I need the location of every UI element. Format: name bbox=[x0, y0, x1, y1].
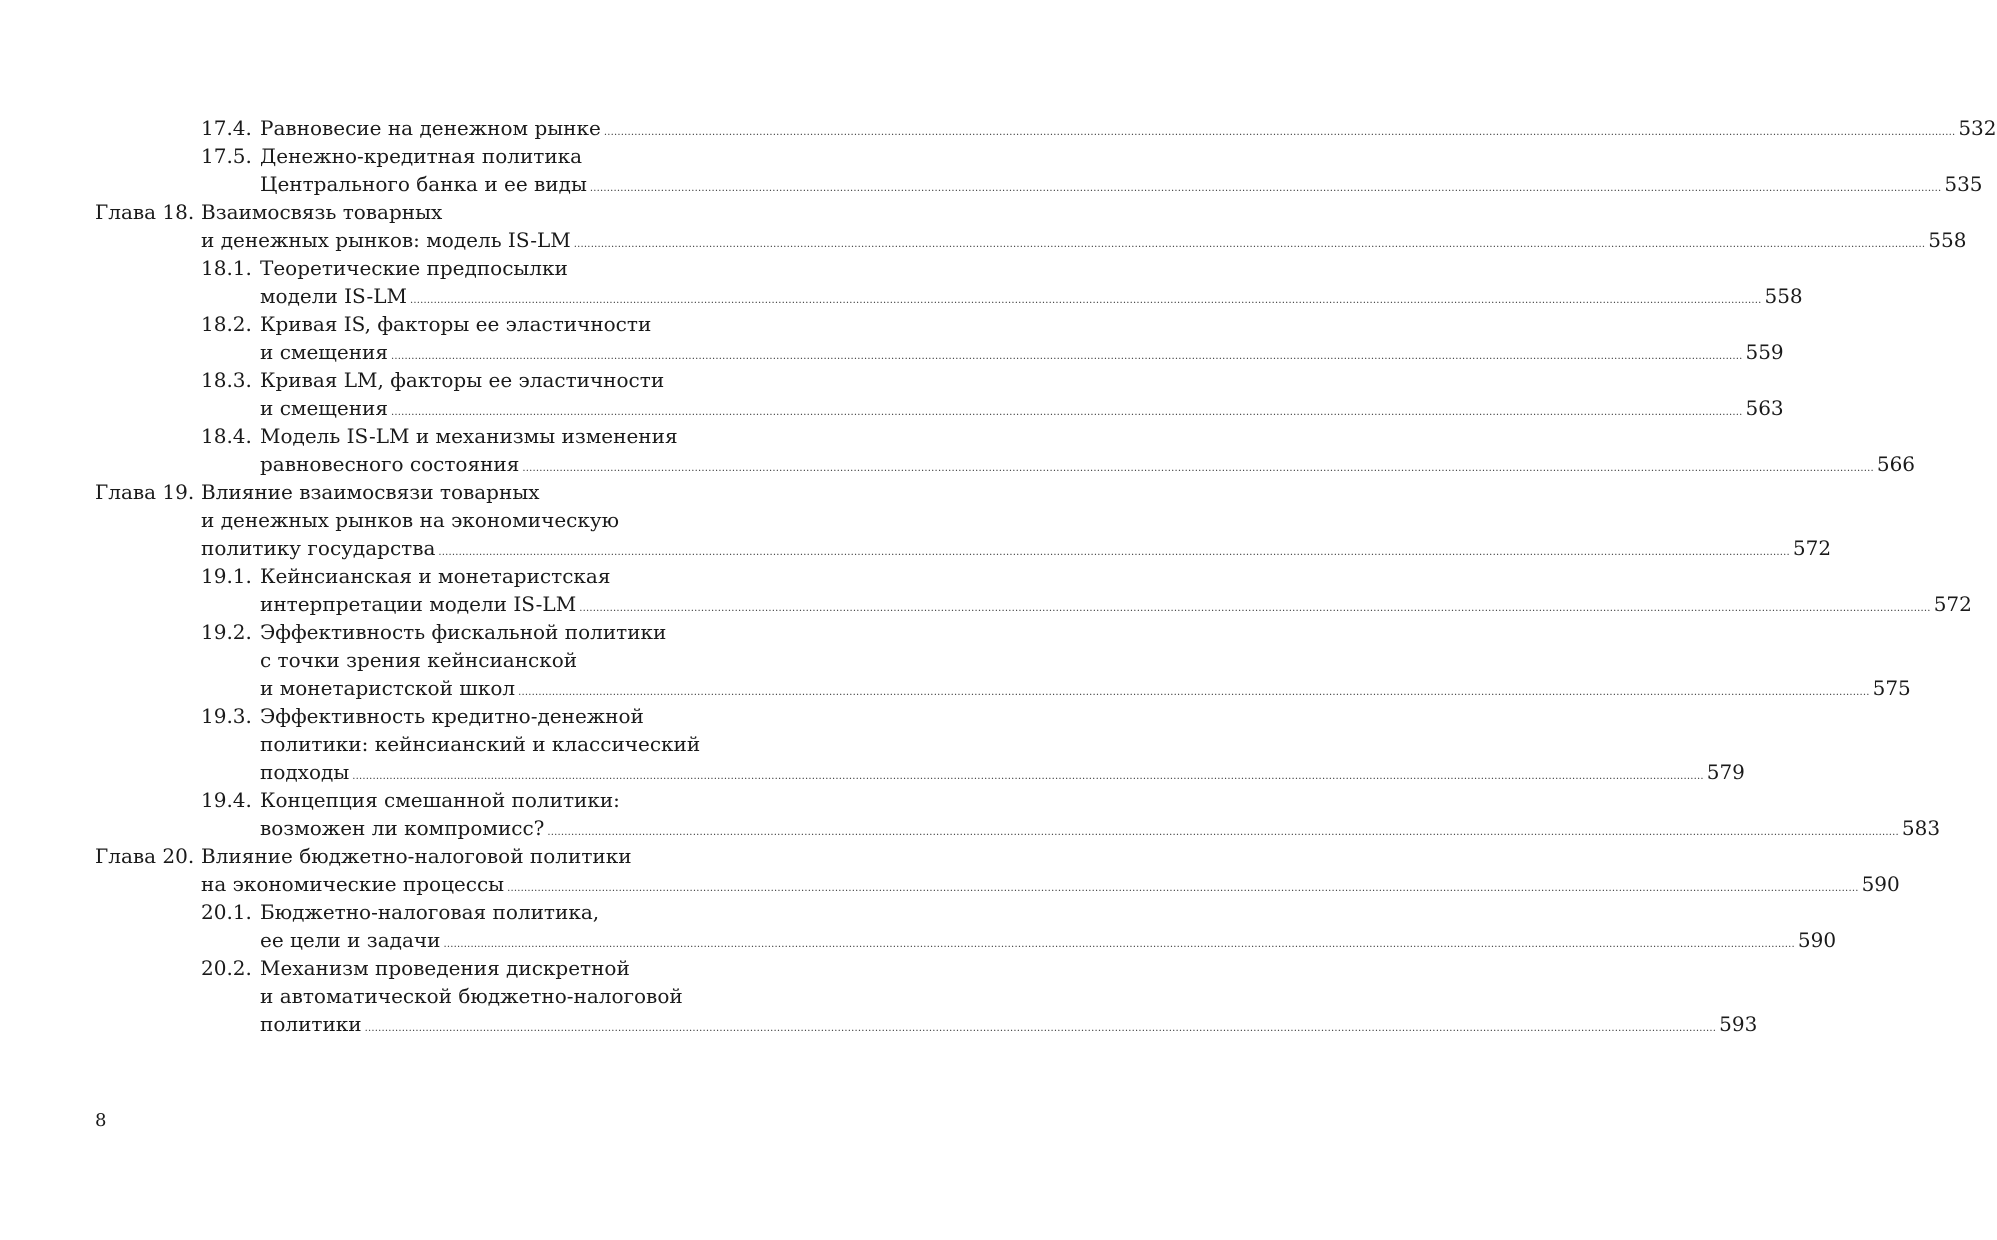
section-number: 19.3. bbox=[201, 704, 252, 728]
entry-title-line: равновесного состояния bbox=[260, 452, 520, 476]
entry-title-line: Кривая LM, факторы ее эластичности bbox=[260, 368, 665, 392]
entry-title-line: и смещения bbox=[260, 340, 388, 364]
page-reference: 558 bbox=[1928, 228, 1967, 252]
entry-title-last-line bbox=[260, 282, 1803, 310]
entry-title-last-line bbox=[201, 534, 1832, 562]
entry-title-line: политику государства bbox=[201, 536, 436, 560]
page-reference: 558 bbox=[1764, 284, 1803, 308]
page-reference: 590 bbox=[1797, 928, 1837, 952]
entry-title-line: Центрального банка и ее виды bbox=[260, 172, 587, 196]
entry-title-line: Бюджетно-налоговая политика, bbox=[260, 900, 600, 924]
entry-title-line: политики bbox=[260, 1012, 362, 1036]
toc-section-entry bbox=[0, 954, 1758, 1038]
toc-section-entry bbox=[0, 702, 1745, 786]
entry-title-line: и монетаристской школ bbox=[260, 676, 516, 700]
entry-title-line: модели IS-LM bbox=[260, 284, 407, 308]
entry-title-last-line bbox=[260, 814, 1941, 842]
entry-title-last-line bbox=[260, 114, 1997, 142]
page-reference: 583 bbox=[1901, 816, 1941, 840]
section-number: 19.1. bbox=[201, 564, 252, 588]
toc-section-entry bbox=[0, 366, 1784, 422]
entry-title-line: с точки зрения кейнсианской bbox=[260, 648, 578, 672]
toc-section-entry bbox=[0, 562, 1972, 618]
entry-title-line: и денежных рынков: модель IS-LM bbox=[201, 228, 571, 252]
page-reference: 572 bbox=[1792, 536, 1832, 560]
page-reference: 572 bbox=[1933, 592, 1972, 616]
section-number: 18.4. bbox=[201, 424, 252, 448]
entry-title-line: Равновесие на денежном рынке bbox=[260, 116, 601, 140]
entry-title-line: Денежно-кредитная политика bbox=[260, 144, 583, 168]
entry-title-line: Взаимосвязь товарных bbox=[201, 200, 443, 224]
toc-section-entry bbox=[0, 114, 1997, 142]
entry-title-last-line bbox=[201, 870, 1900, 898]
entry-title-line: Кейнсианская и монетаристская bbox=[260, 564, 611, 588]
entry-title-line: на экономические процессы bbox=[201, 872, 505, 896]
page-reference: 559 bbox=[1745, 340, 1784, 364]
entry-title-line: ее цели и задачи bbox=[260, 928, 441, 952]
entry-title-line: Теоретические предпосылки bbox=[260, 256, 568, 280]
toc-section-entry bbox=[0, 254, 1803, 310]
dot-leader: ................................................................................................................................................................................................................................................................................................................................................................................................................ bbox=[547, 827, 1899, 838]
dot-leader: ................................................................................................................................................................................................................................................................................................................................................................................................................ bbox=[391, 351, 1743, 362]
entry-title-line: политики: кейнсианский и классический bbox=[260, 732, 701, 756]
entry-title-line: и смещения bbox=[260, 396, 388, 420]
toc-section-entry bbox=[0, 618, 1911, 702]
toc-section-entry bbox=[0, 310, 1784, 366]
toc-section-entry bbox=[0, 422, 1916, 478]
entry-title-line: подходы bbox=[260, 760, 350, 784]
chapter-number: Глава 18. bbox=[95, 200, 195, 224]
dot-leader: ................................................................................................................................................................................................................................................................................................................................................................................................................ bbox=[522, 463, 1874, 474]
entry-title-line: Влияние бюджетно-налоговой политики bbox=[201, 844, 632, 868]
page-reference: 575 bbox=[1872, 676, 1911, 700]
dot-leader: ................................................................................................................................................................................................................................................................................................................................................................................................................ bbox=[443, 939, 1795, 950]
section-number: 17.5. bbox=[201, 144, 252, 168]
entry-title-last-line bbox=[260, 758, 1745, 786]
dot-leader: ................................................................................................................................................................................................................................................................................................................................................................................................................ bbox=[579, 603, 1931, 614]
entry-title-last-line bbox=[260, 1010, 1758, 1038]
dot-leader: ................................................................................................................................................................................................................................................................................................................................................................................................................ bbox=[507, 883, 1859, 894]
section-number: 17.4. bbox=[201, 116, 252, 140]
entry-title-line: Влияние взаимосвязи товарных bbox=[201, 480, 540, 504]
dot-leader: ................................................................................................................................................................................................................................................................................................................................................................................................................ bbox=[573, 239, 1926, 250]
entry-title-line: Концепция смешанной политики: bbox=[260, 788, 620, 812]
page-reference: 590 bbox=[1861, 872, 1900, 896]
toc-section-entry bbox=[0, 898, 1837, 954]
entry-title-last-line bbox=[260, 338, 1784, 366]
entry-title-line: Модель IS-LM и механизмы изменения bbox=[260, 424, 678, 448]
section-number: 19.4. bbox=[201, 788, 252, 812]
dot-leader: ................................................................................................................................................................................................................................................................................................................................................................................................................ bbox=[364, 1023, 1717, 1034]
entry-title-line: Кривая IS, факторы ее эластичности bbox=[260, 312, 652, 336]
page-reference: 532 bbox=[1958, 116, 1997, 140]
section-number: 18.1. bbox=[201, 256, 252, 280]
chapter-number: Глава 19. bbox=[95, 480, 195, 504]
entry-title-last-line bbox=[260, 170, 1983, 198]
toc-chapter-entry bbox=[0, 842, 1900, 898]
entry-title-last-line bbox=[260, 926, 1837, 954]
toc-chapter-entry bbox=[0, 198, 1967, 254]
dot-leader: ................................................................................................................................................................................................................................................................................................................................................................................................................ bbox=[438, 547, 1790, 558]
dot-leader: ................................................................................................................................................................................................................................................................................................................................................................................................................ bbox=[603, 127, 1956, 138]
page-reference: 593 bbox=[1719, 1012, 1758, 1036]
entry-title-last-line bbox=[260, 674, 1911, 702]
page-number: 8 bbox=[95, 1110, 107, 1131]
entry-title-line: и автоматической бюджетно-налоговой bbox=[260, 984, 683, 1008]
dot-leader: ................................................................................................................................................................................................................................................................................................................................................................................................................ bbox=[391, 407, 1743, 418]
entry-title-last-line bbox=[201, 226, 1967, 254]
toc-section-entry bbox=[0, 142, 1983, 198]
entry-title-line: Эффективность кредитно-денежной bbox=[260, 704, 644, 728]
section-number: 20.2. bbox=[201, 956, 252, 980]
dot-leader: ................................................................................................................................................................................................................................................................................................................................................................................................................ bbox=[518, 687, 1870, 698]
page-reference: 579 bbox=[1706, 760, 1745, 784]
section-number: 19.2. bbox=[201, 620, 252, 644]
entry-title-line: Механизм проведения дискретной bbox=[260, 956, 630, 980]
entry-title-line: и денежных рынков на экономическую bbox=[201, 508, 620, 532]
section-number: 18.2. bbox=[201, 312, 252, 336]
toc-chapter-entry bbox=[0, 478, 1832, 562]
page-reference: 535 bbox=[1944, 172, 1983, 196]
toc-section-entry bbox=[0, 786, 1941, 842]
page-reference: 566 bbox=[1876, 452, 1916, 476]
page-reference: 563 bbox=[1745, 396, 1784, 420]
entry-title-line: возможен ли компромисс? bbox=[260, 816, 545, 840]
entry-title-line: Эффективность фискальной политики bbox=[260, 620, 667, 644]
section-number: 20.1. bbox=[201, 900, 252, 924]
dot-leader: ................................................................................................................................................................................................................................................................................................................................................................................................................ bbox=[410, 295, 1762, 306]
entry-title-last-line bbox=[260, 590, 1972, 618]
entry-title-line: интерпретации модели IS-LM bbox=[260, 592, 577, 616]
entry-title-last-line bbox=[260, 450, 1916, 478]
chapter-number: Глава 20. bbox=[95, 844, 195, 868]
entry-title-last-line bbox=[260, 394, 1784, 422]
dot-leader: ................................................................................................................................................................................................................................................................................................................................................................................................................ bbox=[589, 183, 1942, 194]
section-number: 18.3. bbox=[201, 368, 252, 392]
dot-leader: ................................................................................................................................................................................................................................................................................................................................................................................................................ bbox=[352, 771, 1704, 782]
